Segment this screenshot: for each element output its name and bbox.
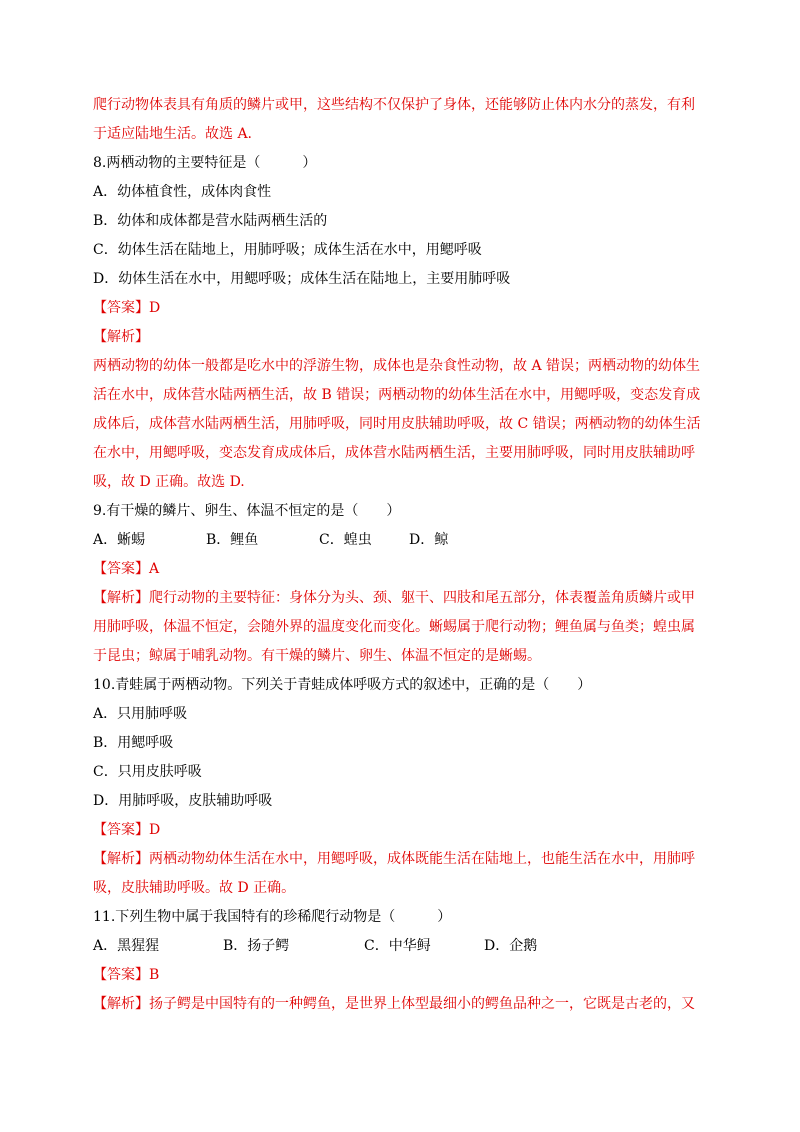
question-8-analysis-line: 吸，故 D 正确。故选 D. — [93, 474, 245, 490]
question-8-option-d: D．幼体生活在水中，用鳃呼吸；成体生活在陆地上，主要用肺呼吸 — [93, 271, 511, 287]
question-10-option-d: D．用肺呼吸，皮肤辅助呼吸 — [93, 793, 273, 809]
question-11-option-c: C．中华鲟 — [364, 938, 431, 954]
question-9-option-d: D．鲸 — [409, 532, 449, 548]
question-11-option-d: D．企鹅 — [484, 938, 538, 954]
question-8-option-c: C．幼体生活在陆地上，用肺呼吸；成体生活在水中，用鳃呼吸 — [93, 242, 482, 258]
question-10-analysis-line: 吸，皮肤辅助呼吸。故 D 正确。 — [93, 880, 296, 896]
question-10-option-c: C．只用皮肤呼吸 — [93, 764, 202, 780]
question-9-option-a: A．蜥蜴 — [93, 532, 146, 548]
question-8-analysis-line: 在水中，用鳃呼吸，变态发育成成体后，成体营水陆两栖生活，主要用肺呼吸，同时用皮肤辅助呼 — [93, 445, 695, 461]
question-10-stem: 10.青蛙属于两栖动物。下列关于青蛙成体呼吸方式的叙述中，正确的是（ ） — [93, 677, 592, 693]
question-10-option-a: A．只用肺呼吸 — [93, 706, 188, 722]
question-9-answer: 【答案】A — [93, 561, 160, 577]
question-10-answer: 【答案】D — [93, 822, 161, 838]
question-8-option-a: A．幼体植食性，成体肉食性 — [93, 184, 272, 200]
explanation-line: 爬行动物体表具有角质的鳞片或甲，这些结构不仅保护了身体，还能够防止体内水分的蒸发，有利 — [93, 97, 695, 113]
question-8-analysis-line: 成体后，成体营水陆两栖生活，用肺呼吸，同时用皮肤辅助呼吸，故 C 错误；两栖动物的幼体生活 — [93, 416, 701, 432]
question-8-option-b: B．幼体和成体都是营水陆两栖生活的 — [93, 213, 328, 229]
question-9-analysis-line: 用肺呼吸，体温不恒定，会随外界的温度变化而变化。蜥蜴属于爬行动物；鲤鱼属与鱼类；蝗虫属 — [93, 619, 695, 635]
question-9-stem: 9.有干燥的鳞片、卵生、体温不恒定的是（ ） — [93, 503, 401, 519]
question-8-answer: 【答案】D — [93, 300, 161, 316]
question-9-analysis-line: 于昆虫；鲸属于哺乳动物。有干燥的鳞片、卵生、体温不恒定的是蜥蜴。 — [93, 648, 541, 664]
question-8-analysis-line: 两栖动物的幼体一般都是吃水中的浮游生物，成体也是杂食性动物，故 A 错误；两栖动物的幼体生 — [93, 358, 701, 374]
question-9-option-c: C．蝗虫 — [319, 532, 372, 548]
question-10-option-b: B．用鳃呼吸 — [93, 735, 174, 751]
question-11-stem: 11.下列生物中属于我国特有的珍稀爬行动物是（ ） — [93, 909, 452, 925]
question-8-analysis-line: 活在水中，成体营水陆两栖生活，故 B 错误；两栖动物的幼体生活在水中，用鳃呼吸，变态发育成 — [93, 387, 701, 403]
question-11-option-a: A．黑猩猩 — [93, 938, 160, 954]
question-11-analysis-line: 【解析】扬子鳄是中国特有的一种鳄鱼，是世界上体型最细小的鳄鱼品种之一，它既是古老的，又 — [93, 996, 695, 1012]
question-10-analysis-line: 【解析】两栖动物幼体生活在水中，用鳃呼吸，成体既能生活在陆地上，也能生活在水中，用肺呼 — [93, 851, 695, 867]
question-9-option-b: B．鲤鱼 — [206, 532, 259, 548]
question-11-option-b: B．扬子鳄 — [223, 938, 290, 954]
question-8-analysis-label: 【解析】 — [93, 329, 149, 345]
question-11-answer: 【答案】B — [93, 967, 160, 983]
question-9-analysis-line: 【解析】爬行动物的主要特征：身体分为头、颈、躯干、四肢和尾五部分，体表覆盖角质鳞片或甲 — [93, 590, 695, 606]
explanation-line: 于适应陆地生活。故选 A. — [93, 126, 253, 142]
question-8-stem: 8.两栖动物的主要特征是（ ） — [93, 155, 317, 171]
